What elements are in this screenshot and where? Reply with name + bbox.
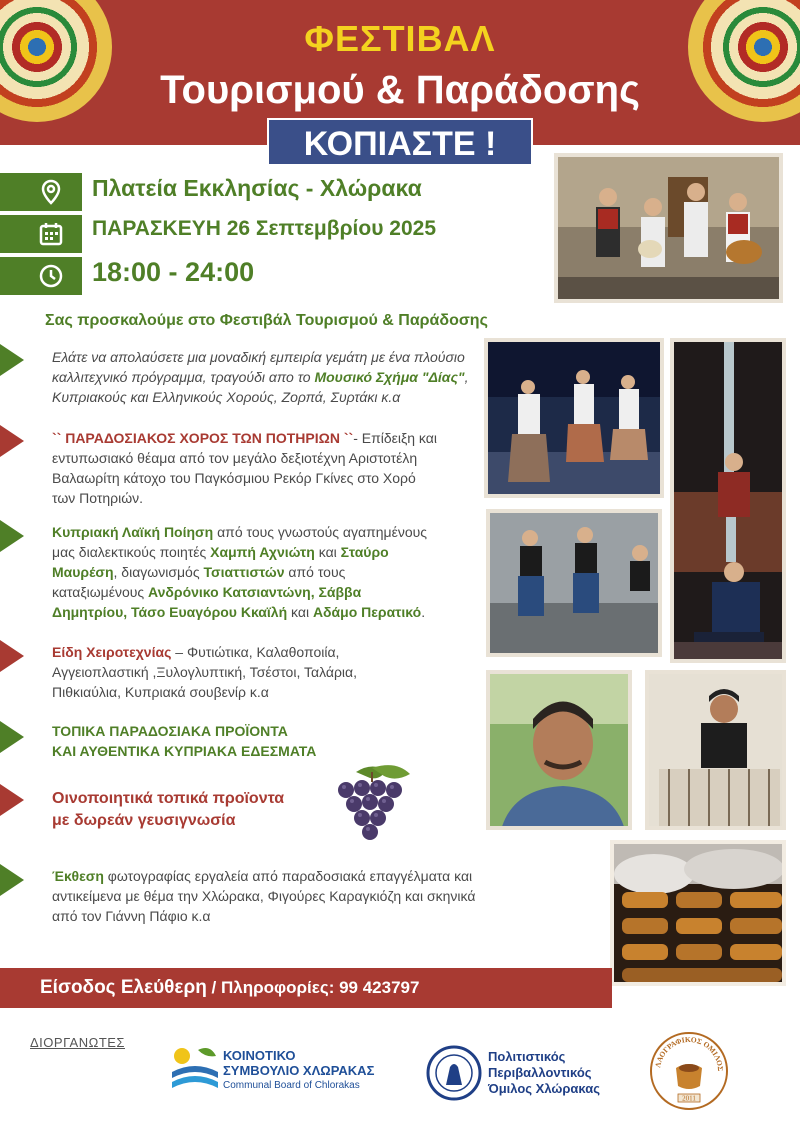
photo-musicians	[554, 153, 783, 303]
community-board-text: ΚΟΙΝΟΤΙΚΟ ΣΥΜΒΟΥΛΙΟ ΧΛΩΡΑΚΑΣ Communal Board of Chlorakas	[223, 1048, 375, 1091]
folklore-logo-year: 2011	[682, 1094, 696, 1103]
bullet-arrow-1	[0, 344, 24, 376]
bullet-arrow-5	[0, 721, 24, 753]
bullet-arrow-6	[0, 784, 24, 816]
bullet-arrow-7	[0, 864, 24, 896]
folklore-group-logo	[648, 1030, 730, 1112]
festival-subtitle: Τουρισμού & Παράδοσης	[160, 68, 640, 112]
entry-info-bar	[0, 968, 612, 1008]
bullet-arrow-3	[0, 520, 24, 552]
bullet-wine: Οινοποιητικά τοπικά προϊοντα με δωρεάν γευσιγνωσία	[52, 790, 285, 829]
cultural-group-logo	[426, 1045, 482, 1101]
location-text: Πλατεία Εκκλησίας - Χλώρακα	[92, 175, 422, 201]
photo-dancers-men	[486, 509, 662, 657]
organizers-label: ΔΙΟΡΓΑΝΩΤΕΣ	[30, 1035, 125, 1050]
welcome-banner: ΚΟΠΙΑΣΤΕ !	[267, 118, 533, 166]
info-phone-text: / Πληροφορίες: 99 423797	[206, 978, 420, 997]
bullet-local-products: ΤΟΠΙΚΑ ΠΑΡΑΔΟΣΙΑΚΑ ΠΡΟΪΟΝΤΑ ΚΑΙ ΑΥΘΕΝΤΙΚΑ ΚΥΠΡΙΑΚΑ ΕΔΕΣΜΑΤΑ	[52, 723, 317, 759]
calendar-icon	[0, 215, 82, 253]
bullet-arrow-2	[0, 425, 24, 457]
photo-weaver	[645, 670, 786, 830]
photo-poet-portrait	[486, 670, 632, 830]
bullet-handicrafts: Είδη Χειροτεχνίας – Φυτιώτικα, Καλαθοποιία, Αγγειοπλαστική ,Ξυλογλυπτική, Τσέστοι, Ταλάρια, Πιθκιαύλια, Κυπριακά σουβενίρ κ.α	[52, 644, 358, 700]
photo-kleftiko-oven	[610, 840, 786, 986]
invitation-line: Σας προσκαλούμε στο Φεστιβάλ Τουρισμού & Παράδοσης	[45, 312, 488, 329]
photo-glass-dance	[670, 338, 786, 663]
grapes-icon	[326, 762, 418, 846]
date-text: ΠΑΡΑΣΚΕΥΗ 26 Σεπτεμβρίου 2025	[92, 217, 436, 240]
folklore-logo-arc-text: ΛΑΟΓΡΑΦΙΚΟΣ ΟΜΙΛΟΣ	[653, 1034, 726, 1072]
bullet-exhibition: Έκθεση φωτογραφίας εργαλεία από παραδοσιακά επαγγέλματα και αντικείμενα με θέμα την Χλώρακα, Φιγούρες Καραγκιόζη και σκηνικά από τον Γιάννη Πάφιο κ.α	[52, 868, 476, 924]
location-pin-icon	[0, 173, 82, 211]
bullet-poetry: Κυπριακή Λαϊκή Ποίηση από τους γνωστούς αγαπημένους μας διαλεκτικούς ποιητές Χαμπή Αχνιώτη και Σταύρο Μαυρέση, διαγωνισμός Τσιαττιστών από τους καταξιωμένους Ανδρόνικο Κατσιαντώνη, Σάββα Δημητρίου, Τάσο Ευαγόρου Κκαϊλή και Αδάμο Περατικό.	[52, 524, 428, 620]
festival-title: ΦΕΣΤΙΒΑΛ	[304, 18, 496, 59]
bullet-glass-dance: `` ΠΑΡΑΔΟΣΙΑΚΟΣ ΧΟΡΟΣ ΤΩΝ ΠΟΤΗΡΙΩΝ ``- Επίδειξη και εντυπωσιακό θέαμα από τον μεγάλο δεξιοτέχνη Αριστοτέλη Βαλαωρίτη κάτοχο του Παγκόσμιου Ρεκόρ Γκίνες στο Χορό των Ποτηριών.	[52, 430, 437, 506]
time-text: 18:00 - 24:00	[92, 257, 255, 287]
bullet-program: Ελάτε να απολαύσετε μια μοναδική εμπειρία γεμάτη με ένα πλούσιο καλλιτεχνικό πρόγραμμα, τραγούδι απο το Μουσικό Σχήμα "Δίας", Κυπριακούς και Ελληνικούς Χορούς, Ζορπά, Συρτάκι κ.α	[52, 349, 469, 405]
bullet-arrow-4	[0, 640, 24, 672]
clock-icon	[0, 257, 82, 295]
photo-dancers	[484, 338, 664, 498]
cultural-group-text: Πολιτιστικός Περιβαλλοντικός Όμιλος Χλώρακας	[488, 1049, 600, 1096]
free-entry-text: Είσοδος Ελεύθερη	[40, 977, 207, 998]
community-board-logo	[168, 1042, 222, 1096]
